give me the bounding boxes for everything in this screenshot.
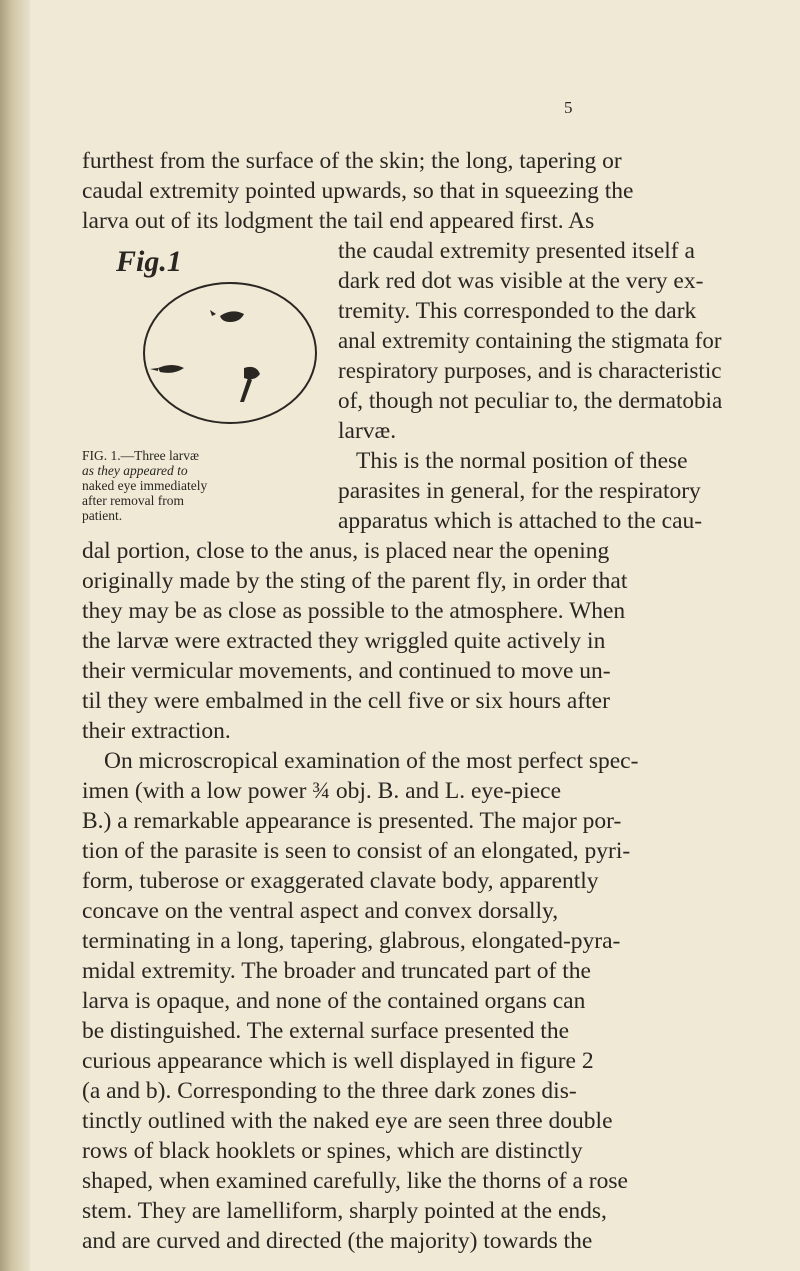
text-line: larvæ.: [338, 418, 397, 444]
page-number: 5: [564, 98, 573, 117]
text-line: This is the normal position of these: [356, 448, 688, 474]
text-line: larva out of its lodgment the tail end appeared first. As: [82, 208, 595, 234]
text-line: they may be as close as possible to the atmosphere. When: [82, 598, 626, 624]
text-line: their vermicular movements, and continued to move un-: [82, 658, 611, 684]
text-line: the larvæ were extracted they wriggled quite actively in: [82, 628, 606, 654]
text-line: concave on the ventral aspect and convex dorsally,: [82, 898, 559, 924]
page-edge-shadow: [0, 0, 30, 1271]
text-line: terminating in a long, tapering, glabrous, elongated-pyra-: [82, 928, 621, 954]
text-line: tinctly outlined with the naked eye are seen three double: [82, 1108, 613, 1134]
text-line: furthest from the surface of the skin; the long, tapering or: [82, 148, 622, 174]
text-line: and are curved and directed (the majority) towards the: [82, 1228, 593, 1254]
text-line: stem. They are lamelliform, sharply pointed at the ends,: [82, 1198, 607, 1224]
text-line: anal extremity containing the stigmata for: [338, 328, 722, 354]
text-line: dal portion, close to the anus, is placed near the opening: [82, 538, 610, 564]
text-line: of, though not peculiar to, the dermatobia: [338, 388, 723, 414]
text-line: larva is opaque, and none of the contained organs can: [82, 988, 586, 1014]
figure-larvae-illustration: [140, 278, 320, 428]
text-line: til they were embalmed in the cell five or six hours after: [82, 688, 610, 714]
larva-top: [210, 310, 244, 322]
text-line: rows of black hooklets or spines, which are distinctly: [82, 1138, 583, 1164]
text-line: curious appearance which is well displayed in figure 2: [82, 1048, 594, 1074]
text-line: tremity. This corresponded to the dark: [338, 298, 697, 324]
text-line: apparatus which is attached to the cau-: [338, 508, 703, 534]
figure-caption: [82, 448, 267, 523]
caption-line: FIG. 1.—Three larvæ: [82, 448, 199, 463]
text-line: (a and b). Corresponding to the three dark zones dis-: [82, 1078, 577, 1104]
caption-line: after removal from: [82, 493, 184, 508]
text-line: originally made by the sting of the parent fly, in order that: [82, 568, 628, 594]
figure-label: Fig.1: [116, 245, 182, 278]
text-line: dark red dot was visible at the very ex-: [338, 268, 704, 294]
text-line: On microscropical examination of the most perfect spec-: [104, 748, 639, 774]
text-line: be distinguished. The external surface presented the: [82, 1018, 570, 1044]
caption-line: naked eye immediately: [82, 478, 208, 493]
caption-line: patient.: [82, 508, 123, 523]
text-line: midal extremity. The broader and truncated part of the: [82, 958, 591, 984]
text-line: the caudal extremity presented itself a: [338, 238, 695, 264]
text-line: respiratory purposes, and is characteristic: [338, 358, 722, 384]
caption-line: as they appeared to: [82, 463, 188, 478]
text-line: imen (with a low power ¾ obj. B. and L. eye-piece: [82, 778, 561, 804]
text-line: parasites in general, for the respiratory: [338, 478, 701, 504]
text-line: tion of the parasite is seen to consist of an elongated, pyri-: [82, 838, 631, 864]
text-line: B.) a remarkable appearance is presented. The major por-: [82, 808, 622, 834]
text-line: shaped, when examined carefully, like the thorns of a rose: [82, 1168, 628, 1194]
larva-right: [240, 367, 260, 402]
text-line: caudal extremity pointed upwards, so that in squeezing the: [82, 178, 634, 204]
text-line: their extraction.: [82, 718, 231, 744]
text-line: form, tuberose or exaggerated clavate body, apparently: [82, 868, 599, 894]
larva-left: [150, 365, 184, 373]
